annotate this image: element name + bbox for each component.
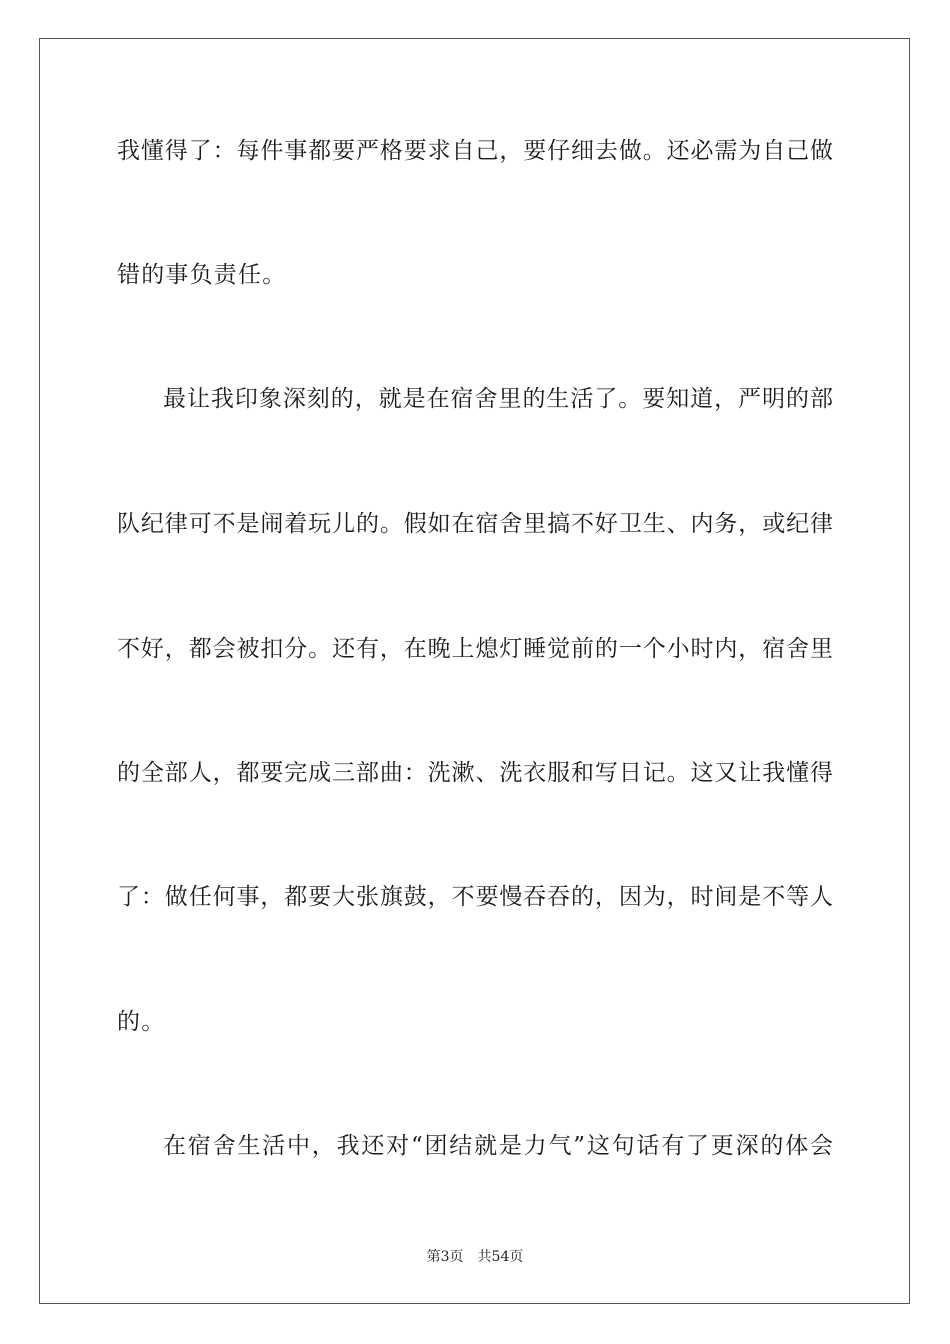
body-text-line-5: 不好，都会被扣分。还有，在晚上熄灯睡觉前的一个小时内，宿舍里: [117, 636, 833, 662]
page-number: 第3页: [426, 1249, 464, 1265]
page-total: 共54页: [477, 1249, 524, 1265]
body-text-line-9: 在宿舍生活中，我还对“团结就是力气”这句话有了更深的体会: [163, 1133, 833, 1159]
body-text-line-4: 队纪律可不是闹着玩儿的。假如在宿舍里搞不好卫生、内务，或纪律: [117, 511, 833, 537]
body-text-line-3: 最让我印象深刻的，就是在宿舍里的生活了。要知道，严明的部: [163, 386, 833, 412]
body-text-line-7: 了：做任何事，都要大张旗鼓，不要慢吞吞的，因为，时间是不等人: [117, 884, 833, 910]
body-text-line-8: 的。: [117, 1009, 166, 1035]
page-frame: [39, 38, 910, 1304]
body-text-line-6: 的全部人，都要完成三部曲：洗漱、洗衣服和写日记。这又让我懂得: [117, 760, 833, 786]
body-text-line-2: 错的事负责任。: [117, 262, 287, 288]
page-footer: [0, 1248, 950, 1266]
body-text-line-1: 我懂得了：每件事都要严格要求自己，要仔细去做。还必需为自己做: [117, 138, 833, 164]
